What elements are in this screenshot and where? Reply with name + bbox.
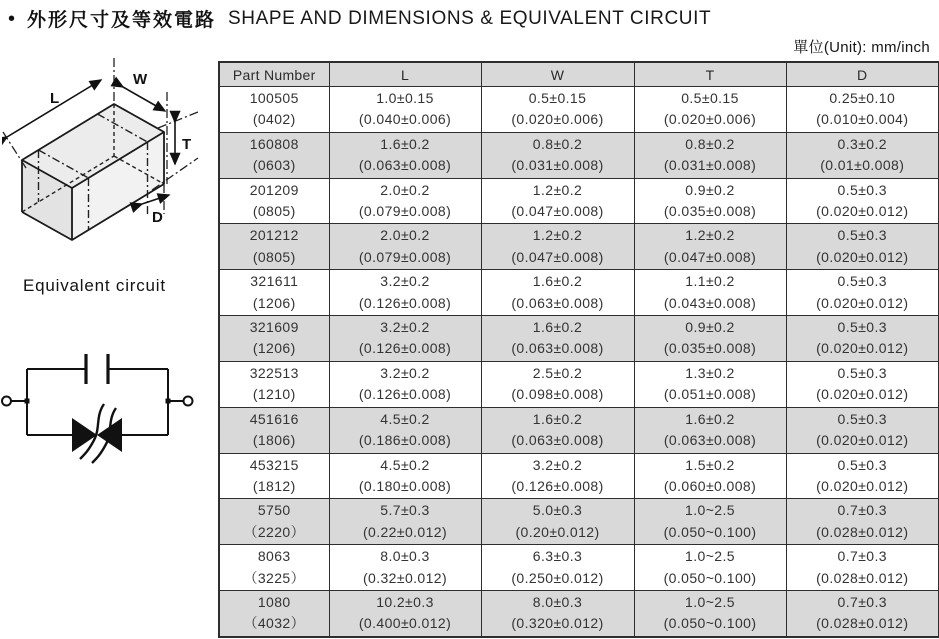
w-mm: 8.0±0.3 — [532, 593, 583, 610]
cell-part — [219, 132, 329, 178]
table-row — [219, 178, 939, 224]
d-inch: (0.020±0.012) — [816, 248, 909, 265]
table-row — [219, 499, 939, 545]
node-dot-left — [25, 399, 30, 404]
cell-t — [634, 87, 786, 133]
equivalent-circuit-diagram — [0, 348, 200, 468]
cell-w — [481, 361, 634, 407]
terminal-left-icon — [2, 397, 11, 406]
part-code: (0805) — [252, 248, 296, 265]
cell-t — [634, 361, 786, 407]
cell-part — [219, 270, 329, 316]
l-mm: 10.2±0.3 — [376, 593, 434, 610]
part-code: (1210) — [252, 386, 296, 403]
part-code: （3225） — [243, 569, 306, 586]
l-inch: (0.040±0.006) — [358, 111, 452, 128]
w-inch: (0.031±0.008) — [511, 157, 604, 174]
l-inch: (0.126±0.008) — [358, 386, 452, 403]
part-number: 321611 — [250, 273, 299, 290]
d-mm: 0.5±0.3 — [837, 410, 887, 427]
table-row — [219, 132, 939, 178]
l-inch: (0.079±0.008) — [358, 248, 452, 265]
w-inch: (0.098±0.008) — [511, 386, 604, 403]
cell-l — [329, 224, 481, 270]
l-mm: 1.6±0.2 — [380, 135, 430, 152]
cell-l — [329, 545, 481, 591]
l-inch: (0.079±0.008) — [358, 203, 452, 220]
cell-t — [634, 499, 786, 545]
part-code: (1206) — [252, 340, 296, 357]
cell-w — [481, 590, 634, 636]
t-mm: 1.0~2.5 — [685, 548, 735, 565]
l-inch: (0.063±0.008) — [358, 157, 452, 174]
t-inch: (0.051±0.008) — [663, 386, 757, 403]
t-inch: (0.043±0.008) — [663, 294, 757, 311]
l-mm: 2.0±0.2 — [380, 181, 430, 198]
d-mm: 0.5±0.3 — [837, 319, 887, 336]
cell-l — [329, 361, 481, 407]
w-mm: 1.2±0.2 — [532, 227, 583, 244]
cell-t — [634, 132, 786, 178]
d-inch: (0.020±0.012) — [816, 294, 909, 311]
d-mm: 0.5±0.3 — [837, 364, 887, 381]
part-code: (0603) — [252, 157, 296, 174]
cell-part — [219, 224, 329, 270]
node-dot-right — [166, 399, 171, 404]
cell-d — [786, 224, 939, 270]
cell-t — [634, 316, 786, 362]
cell-l — [329, 453, 481, 499]
w-mm: 1.6±0.2 — [532, 319, 583, 336]
dim-label-t: T — [182, 136, 192, 153]
part-code: (0805) — [252, 203, 296, 220]
w-mm: 2.5±0.2 — [532, 364, 583, 381]
table-row — [219, 224, 939, 270]
cell-w — [481, 87, 634, 133]
d-inch: (0.028±0.012) — [816, 523, 909, 540]
part-number: 201212 — [249, 227, 299, 244]
cell-d — [786, 499, 939, 545]
cell-d — [786, 87, 939, 133]
w-mm: 1.2±0.2 — [532, 181, 583, 198]
dim-label-l: L — [50, 90, 60, 107]
table-row — [219, 316, 939, 362]
w-mm: 0.5±0.15 — [528, 90, 587, 106]
dim-label-w: W — [133, 71, 148, 88]
l-mm: 1.0±0.15 — [376, 90, 434, 106]
cell-l — [329, 316, 481, 362]
table-row — [219, 87, 939, 133]
table-row — [219, 453, 939, 499]
l-inch: (0.126±0.008) — [358, 340, 452, 357]
l-mm: 3.2±0.2 — [380, 273, 430, 290]
cell-part — [219, 87, 329, 133]
t-inch: (0.047±0.008) — [663, 248, 757, 265]
part-number: 8063 — [257, 548, 291, 565]
d-inch: (0.020±0.012) — [816, 340, 909, 357]
l-inch: (0.180±0.008) — [358, 477, 452, 494]
l-inch: (0.22±0.012) — [362, 523, 448, 540]
t-mm: 1.2±0.2 — [685, 227, 735, 244]
part-code: (0402) — [252, 111, 296, 128]
w-mm: 1.6±0.2 — [532, 273, 583, 290]
cell-part — [219, 407, 329, 453]
cell-part — [219, 178, 329, 224]
l-mm: 2.0±0.2 — [380, 227, 430, 244]
dimensions-table — [218, 61, 939, 638]
cell-part — [219, 316, 329, 362]
cell-w — [481, 270, 634, 316]
cell-part — [219, 545, 329, 591]
w-inch: (0.320±0.012) — [511, 615, 604, 632]
cell-d — [786, 270, 939, 316]
cell-w — [481, 499, 634, 545]
d-inch: (0.020±0.012) — [816, 432, 909, 449]
t-mm: 1.3±0.2 — [685, 364, 735, 381]
t-mm: 0.9±0.2 — [685, 181, 735, 198]
part-code: (1812) — [252, 477, 296, 494]
capacitor-icon — [86, 354, 108, 384]
w-inch: (0.126±0.008) — [511, 477, 604, 494]
w-mm: 0.8±0.2 — [532, 135, 583, 152]
part-number: 451616 — [249, 410, 299, 427]
cell-d — [786, 453, 939, 499]
equivalent-circuit-label: Equivalent circuit — [23, 276, 166, 295]
cell-part — [219, 590, 329, 636]
t-mm: 0.8±0.2 — [685, 135, 735, 152]
l-inch: (0.32±0.012) — [362, 569, 448, 586]
header-part-number: Part Number — [219, 62, 329, 87]
cell-w — [481, 316, 634, 362]
cell-d — [786, 361, 939, 407]
bullet-icon: • — [8, 7, 16, 30]
cell-t — [634, 545, 786, 591]
w-inch: (0.047±0.008) — [511, 248, 604, 265]
part-code: (1806) — [252, 432, 296, 449]
cell-l — [329, 178, 481, 224]
t-mm: 0.5±0.15 — [681, 90, 739, 106]
w-inch: (0.063±0.008) — [511, 432, 604, 449]
t-mm: 1.0~2.5 — [685, 593, 735, 610]
chip-dimensions-drawing — [2, 56, 217, 271]
cell-t — [634, 453, 786, 499]
l-inch: (0.400±0.012) — [358, 615, 452, 632]
d-mm: 0.7±0.3 — [837, 502, 887, 519]
cell-w — [481, 545, 634, 591]
cell-l — [329, 270, 481, 316]
w-mm: 1.6±0.2 — [532, 410, 583, 427]
cell-d — [786, 316, 939, 362]
cell-d — [786, 590, 939, 636]
table-row — [219, 590, 939, 636]
d-inch: (0.028±0.012) — [816, 569, 909, 586]
d-inch: (0.028±0.012) — [816, 615, 909, 632]
part-code: （2220） — [243, 523, 306, 540]
d-mm: 0.5±0.3 — [837, 181, 887, 198]
cell-l — [329, 407, 481, 453]
l-mm: 3.2±0.2 — [380, 364, 430, 381]
l-mm: 5.7±0.3 — [380, 502, 430, 519]
cell-d — [786, 545, 939, 591]
t-mm: 1.1±0.2 — [685, 273, 735, 290]
w-inch: (0.063±0.008) — [511, 340, 604, 357]
t-inch: (0.035±0.008) — [663, 203, 757, 220]
t-inch: (0.050~0.100) — [663, 615, 757, 632]
part-code: （4032） — [243, 615, 306, 632]
l-inch: (0.126±0.008) — [358, 294, 452, 311]
part-number: 322513 — [249, 364, 299, 381]
t-mm: 0.9±0.2 — [685, 319, 735, 336]
cell-w — [481, 407, 634, 453]
unit-label: 單位(Unit): mm/inch — [793, 39, 930, 56]
header-t: T — [634, 62, 786, 87]
cell-d — [786, 132, 939, 178]
cell-t — [634, 224, 786, 270]
d-inch: (0.020±0.012) — [816, 203, 909, 220]
t-inch: (0.035±0.008) — [663, 340, 757, 357]
d-inch: (0.020±0.012) — [816, 386, 909, 403]
t-inch: (0.031±0.008) — [663, 157, 757, 174]
cell-w — [481, 178, 634, 224]
cell-part — [219, 453, 329, 499]
cell-l — [329, 590, 481, 636]
cell-l — [329, 499, 481, 545]
d-inch: (0.010±0.004) — [816, 111, 909, 128]
t-inch: (0.060±0.008) — [663, 477, 757, 494]
page-title-chinese: 外形尺寸及等效電路 — [27, 10, 217, 31]
part-number: 100505 — [249, 90, 299, 106]
cell-l — [329, 132, 481, 178]
part-number: 1080 — [257, 593, 291, 610]
d-mm: 0.25±0.10 — [829, 90, 896, 106]
d-mm: 0.5±0.3 — [837, 273, 887, 290]
cell-part — [219, 361, 329, 407]
d-inch: (0.01±0.008) — [820, 157, 905, 174]
w-inch: (0.20±0.012) — [515, 523, 600, 540]
cell-l — [329, 87, 481, 133]
cell-t — [634, 178, 786, 224]
part-number: 321609 — [249, 319, 299, 336]
part-number: 201209 — [249, 181, 299, 198]
t-mm: 1.6±0.2 — [685, 410, 735, 427]
t-inch: (0.050~0.100) — [663, 569, 757, 586]
l-mm: 4.5±0.2 — [380, 410, 430, 427]
table-row — [219, 361, 939, 407]
header-d: D — [786, 62, 939, 87]
header-l: L — [329, 62, 481, 87]
cell-t — [634, 590, 786, 636]
part-number: 5750 — [257, 502, 291, 519]
d-mm: 0.5±0.3 — [837, 456, 887, 473]
d-inch: (0.020±0.012) — [816, 477, 909, 494]
l-mm: 3.2±0.2 — [380, 319, 430, 336]
cell-t — [634, 407, 786, 453]
table-header-row — [219, 62, 939, 87]
t-inch: (0.063±0.008) — [663, 432, 757, 449]
w-inch: (0.020±0.006) — [511, 111, 604, 128]
table-row — [219, 545, 939, 591]
w-mm: 5.0±0.3 — [532, 502, 583, 519]
l-inch: (0.186±0.008) — [358, 432, 452, 449]
cell-part — [219, 499, 329, 545]
t-mm: 1.0~2.5 — [685, 502, 735, 519]
w-mm: 3.2±0.2 — [532, 456, 583, 473]
header-w: W — [481, 62, 634, 87]
d-mm: 0.7±0.3 — [837, 593, 887, 610]
table-row — [219, 407, 939, 453]
page-title-english: SHAPE AND DIMENSIONS & EQUIVALENT CIRCUIT — [228, 7, 712, 29]
cell-d — [786, 407, 939, 453]
cell-d — [786, 178, 939, 224]
l-mm: 4.5±0.2 — [380, 456, 430, 473]
terminal-right-icon — [184, 397, 193, 406]
page-title — [8, 5, 711, 32]
table-row — [219, 270, 939, 316]
l-mm: 8.0±0.3 — [380, 548, 430, 565]
cell-w — [481, 132, 634, 178]
part-number: 160808 — [249, 135, 299, 152]
cell-w — [481, 224, 634, 270]
cell-w — [481, 453, 634, 499]
part-number: 453215 — [249, 456, 299, 473]
part-code: (1206) — [252, 294, 296, 311]
w-inch: (0.250±0.012) — [511, 569, 604, 586]
t-mm: 1.5±0.2 — [685, 456, 735, 473]
t-inch: (0.050~0.100) — [663, 523, 757, 540]
d-mm: 0.7±0.3 — [837, 548, 887, 565]
w-inch: (0.047±0.008) — [511, 203, 604, 220]
cell-t — [634, 270, 786, 316]
w-mm: 6.3±0.3 — [532, 548, 583, 565]
d-mm: 0.3±0.2 — [837, 135, 887, 152]
t-inch: (0.020±0.006) — [663, 111, 757, 128]
dim-label-d: D — [152, 209, 163, 226]
w-inch: (0.063±0.008) — [511, 294, 604, 311]
d-mm: 0.5±0.3 — [837, 227, 887, 244]
